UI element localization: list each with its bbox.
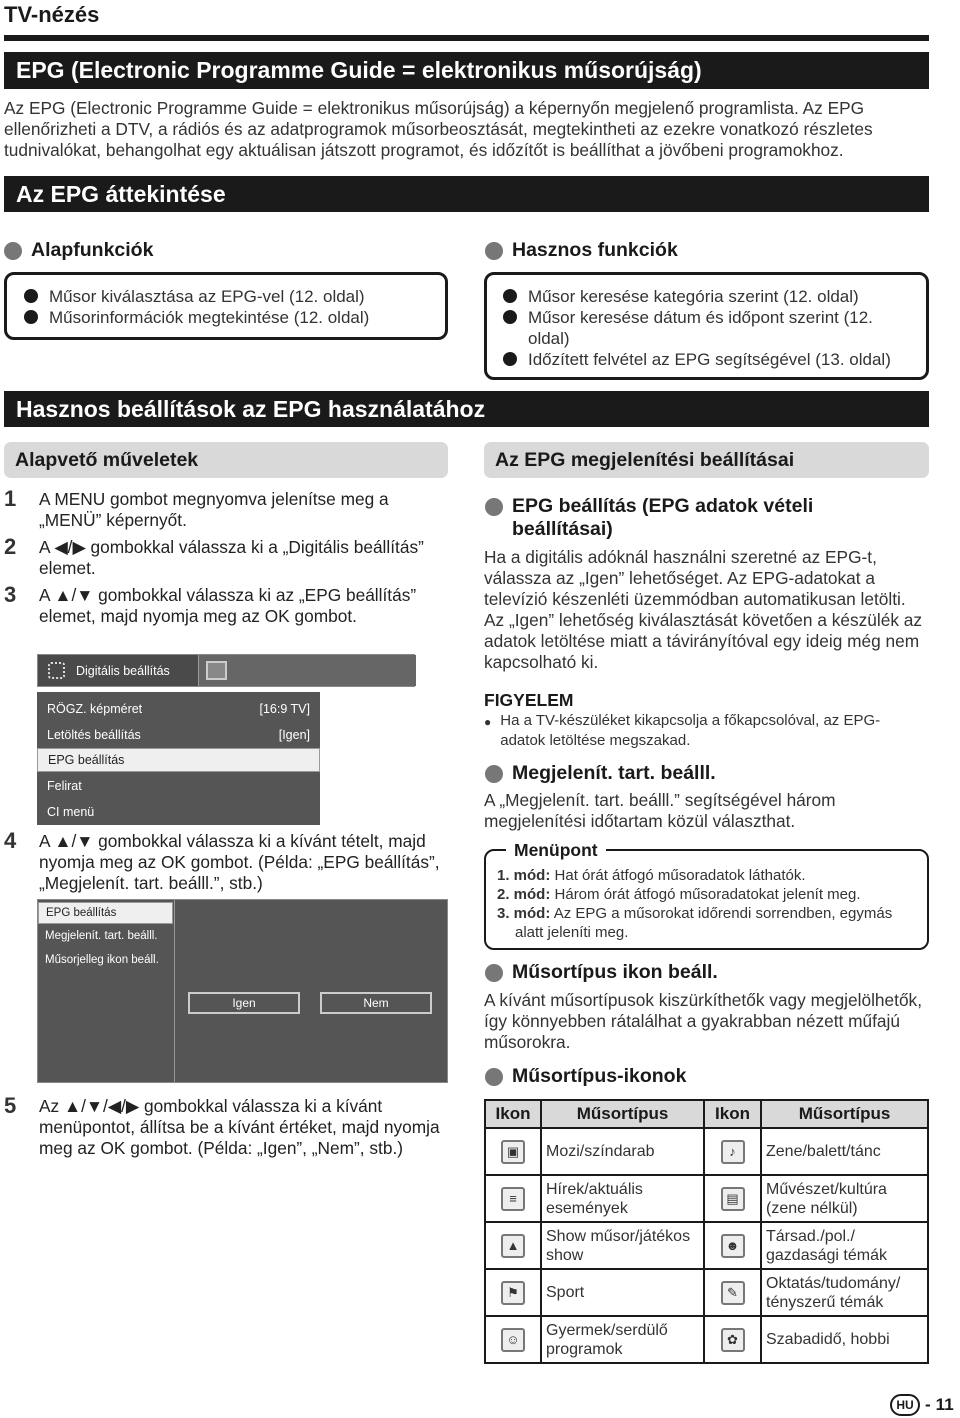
menu-list [37, 692, 320, 825]
menu-header-bar [37, 654, 415, 687]
mode-list [497, 866, 922, 942]
table-row [485, 1128, 928, 1175]
art-book-icon: ▤ [721, 1187, 745, 1211]
table-header-row [485, 1100, 928, 1128]
genre-cell: Oktatás/tudomány/ tényszerű témák [761, 1269, 928, 1316]
table-row [485, 1175, 928, 1222]
basic-functions-heading: Alapfunkciók [4, 239, 153, 262]
language-badge: HU [890, 1394, 920, 1416]
basic-functions-box [4, 272, 448, 340]
bullet-icon [503, 289, 517, 303]
list-item: Műsor kiválasztása az EPG-vel (12. oldal) [24, 286, 445, 307]
genre-icon-text: A kívánt műsortípusok kiszürkíthetők vagy megjelölhetők, így könnyebben rátalálhat a gyakrabban nézett műfajú műsorokra. [484, 990, 922, 1052]
settings-heading: Hasznos beállítások az EPG használatához [4, 391, 929, 427]
useful-functions-box [484, 272, 929, 380]
step-number: 5 [4, 1093, 17, 1118]
table-row [485, 1269, 928, 1316]
display-time-text: A „Megjelenít. tart. beálll.” segítségével három megjelenítési időtartam közül választhat. [484, 790, 836, 831]
leisure-icon: ✿ [721, 1328, 745, 1352]
genre-cell: Sport [541, 1269, 704, 1316]
genre-cell: Hírek/aktuális események [541, 1175, 704, 1222]
step-number: 2 [4, 534, 17, 559]
menu-item-download[interactable]: Letöltés beállítás [Igen] [47, 728, 310, 742]
children-icon: ☺ [501, 1328, 525, 1352]
menu-options-title: Menüpont [506, 840, 606, 861]
column-header: Ikon [704, 1100, 761, 1128]
display-time-heading: Megjelenít. tart. beálll. [485, 762, 716, 785]
bullet-icon [4, 242, 22, 260]
main-heading: EPG (Electronic Programme Guide = elektronikus műsorújság) [4, 52, 929, 89]
bullet-icon [24, 289, 38, 303]
bullet-icon [485, 242, 503, 260]
education-icon: ✎ [721, 1281, 745, 1305]
bullet-icon: ● [484, 715, 492, 729]
menu-header-label: Digitális beállítás [76, 664, 170, 678]
epg-setting-heading: EPG beállítás (EPG adatok vételi beállításai) [485, 495, 925, 541]
society-people-icon: ☻ [721, 1234, 745, 1258]
bullet-icon [485, 1068, 503, 1086]
step-number: 1 [4, 486, 17, 511]
sport-runner-icon: ⚑ [501, 1281, 525, 1305]
menu-item-subtitle[interactable]: Felirat [47, 779, 82, 793]
bullet-icon [485, 765, 503, 783]
no-button[interactable]: Nem [320, 992, 432, 1014]
mode-item: 1. mód: Hat órát átfogó műsoradatok láthatók. [497, 867, 806, 884]
overview-heading: Az EPG áttekintése [4, 176, 929, 212]
menu-item-epg-setting[interactable]: EPG beállítás [38, 902, 173, 924]
step-text: A ▲/▼ gombokkal válassza ki az „EPG beállítás” elemet, majd nyomja meg az OK gombot. [39, 585, 417, 626]
step-text: A MENU gombot megnyomva jelenítse meg a „MENÜ” képernyőt. [39, 489, 389, 530]
music-note-icon: ♪ [721, 1140, 745, 1164]
section-title: TV-nézés [4, 2, 100, 27]
page-number: 11 [935, 1395, 954, 1414]
genre-cell: Mozi/színdarab [541, 1128, 704, 1175]
menu-item-genre-icon[interactable]: Műsorjelleg ikon beáll. [45, 954, 159, 966]
step-number: 4 [4, 828, 17, 853]
menu-item-rec-size[interactable]: RÖGZ. képméret [16:9 TV] [47, 702, 310, 716]
step-text: Az ▲/▼/◀/▶ gombokkal válassza ki a kívánt menüpontot, állítsa be a kívánt értéket, majd nyomja meg az OK gombot. (Példa: „Igen”, „Nem”, stb.) [39, 1096, 440, 1158]
list-item: Időzített felvétel az EPG segítségével (13. oldal) [503, 349, 926, 370]
step-number: 3 [4, 582, 17, 607]
epg-settings-panel [37, 899, 448, 1083]
genre-icons-heading: Műsortípus-ikonok [485, 1065, 686, 1088]
menu-tab[interactable] [198, 655, 416, 686]
bullet-icon [485, 964, 503, 982]
epg-setting-text: Ha a digitális adóknál használni szeretné az EPG-t, válassza az „Igen” lehetőséget. Az EPG-adatokat a televízió készenléti üzemmódban automatikusan letölti. Az „Igen” lehetőség kiválasztását követően a készülék az adatok letöltése miatt a távirányítóval egy ideig még nem kapcsolható ki. [484, 547, 923, 672]
picture-icon [206, 661, 227, 680]
menu-divider [174, 900, 175, 1082]
genre-cell: Gyermek/serdülő programok [541, 1316, 704, 1363]
useful-functions-heading: Hasznos funkciók [485, 239, 678, 262]
table-row [485, 1316, 928, 1363]
show-tent-icon: ▲ [501, 1234, 525, 1258]
genre-cell: Zene/balett/tánc [761, 1128, 928, 1175]
genre-cell: Show műsor/játékos show [541, 1222, 704, 1269]
genre-cell: Társad./pol./ gazdasági témák [761, 1222, 928, 1269]
column-header: Ikon [485, 1100, 541, 1128]
page-footer [890, 1394, 954, 1416]
table-row [485, 1222, 928, 1269]
header-rule [4, 35, 929, 41]
notice-item: ● Ha a TV-készüléket kikapcsolja a főkapcsolóval, az EPG-adatok letöltése megszakad. [484, 712, 881, 749]
menu-item-display-time[interactable]: Megjelenít. tart. beálll. [45, 930, 158, 942]
genre-table [484, 1099, 929, 1364]
menu-item-epg-setting[interactable]: EPG beállítás [37, 748, 320, 772]
bullet-icon [24, 310, 38, 324]
notice-title: FIGYELEM [484, 690, 574, 710]
column-header: Műsortípus [761, 1100, 928, 1128]
film-camera-icon: ▣ [501, 1140, 525, 1164]
gear-icon [48, 662, 65, 679]
genre-cell: Művészet/kultúra (zene nélkül) [761, 1175, 928, 1222]
list-item: Műsor keresése dátum és időpont szerint (12. oldal) [503, 307, 926, 349]
genre-cell: Szabadidő, hobbi [761, 1316, 928, 1363]
column-header: Műsortípus [541, 1100, 704, 1128]
news-icon: ≡ [501, 1187, 525, 1211]
mode-item: 3. mód: Az EPG a műsorokat időrendi sorrendben, egymás alatt jeleníti meg. [497, 905, 893, 941]
bullet-icon [503, 352, 517, 366]
display-settings-heading: Az EPG megjelenítési beállításai [484, 442, 929, 478]
menu-item-ci[interactable]: CI menü [47, 805, 95, 819]
list-item: Műsorinformációk megtekintése (12. oldal) [24, 307, 445, 328]
genre-icon-heading: Műsortípus ikon beáll. [485, 961, 718, 984]
step-text: A ▲/▼ gombokkal válassza ki a kívánt tételt, majd nyomja meg az OK gombot. (Példa: „EPG beállítás”, „Megjelenít. tart. beálll.”, stb.) [39, 831, 440, 893]
page-separator: - [925, 1395, 931, 1414]
basic-ops-heading: Alapvető műveletek [4, 442, 448, 478]
intro-paragraph: Az EPG (Electronic Programme Guide = elektronikus műsorújság) a képernyőn megjelenő programlista. Az EPG ellenőrizheti a DTV, a rádiós és az adatprogramok műsorbeosztását, megtekintheti az ezekre vonatkozó részletes tudnivalókat, behangolhat egy aktuálisan játszott programot, és időzítőt is beállíthat a jövőbeni programokhoz. [4, 98, 873, 160]
bullet-icon [485, 498, 503, 516]
bullet-icon [503, 310, 517, 324]
step-text: A ◀/▶ gombokkal válassza ki a „Digitális beállítás” elemet. [39, 537, 424, 578]
list-item: Műsor keresése kategória szerint (12. oldal) [503, 286, 926, 307]
yes-button[interactable]: Igen [188, 992, 300, 1014]
mode-item: 2. mód: Három órát átfogó műsoradatokat jelenít meg. [497, 886, 861, 903]
